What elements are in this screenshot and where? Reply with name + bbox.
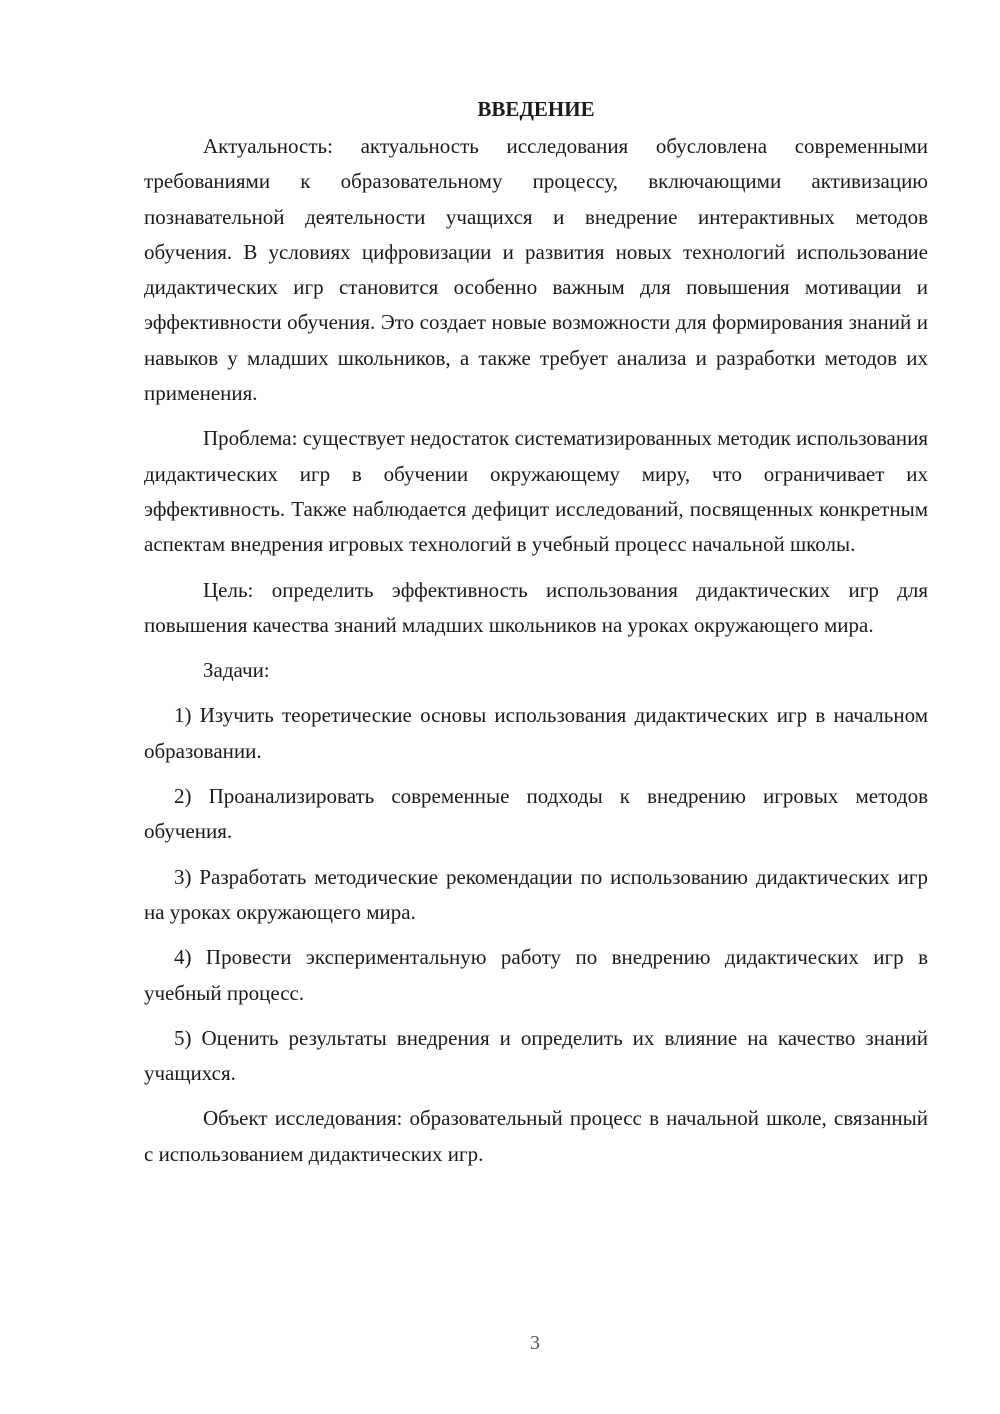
problem-paragraph: Проблема: существует недостаток систематизированных методик использования дидактических игр в обучении окружающему миру, что ограничивает их эффективность. Также наблюдается дефицит исследований, посвященных конкретным аспектам внедрения игровых технологий в учебный процесс начальной школы. xyxy=(144,426,928,557)
task-item-1: 1) Изучить теоретические основы использования дидактических игр в начальном образовании. xyxy=(144,703,928,763)
section-title: ВВЕДЕНИЕ xyxy=(477,97,595,121)
relevance-paragraph: Актуальность: актуальность исследования обусловлена современными требованиями к образовательному процессу, включающими активизацию познавательной деятельности учащихся и внедрение интерактивных методов обучения. В условиях цифровизации и развития новых технологий использование дидактических игр становится особенно важным для повышения мотивации и эффективности обучения. Это создает новые возможности для формирования знаний и навыков у младших школьников, а также требует анализа и разработки методов их применения. xyxy=(144,134,928,406)
tasks-heading: Задачи: xyxy=(203,658,270,683)
document-page xyxy=(144,92,928,1182)
task-item-4: 4) Провести экспериментальную работу по внедрению дидактических игр в учебный процесс. xyxy=(144,945,928,1005)
goal-paragraph: Цель: определить эффективность использования дидактических игр для повышения качества знаний младших школьников на уроках окружающего мира. xyxy=(144,577,928,637)
task-item-2: 2) Проанализировать современные подходы к внедрению игровых методов обучения. xyxy=(144,784,928,844)
task-item-3: 3) Разработать методические рекомендации по использованию дидактических игр на уроках окружающего мира. xyxy=(144,864,928,924)
task-item-5: 5) Оценить результаты внедрения и определить их влияние на качество знаний учащихся. xyxy=(144,1025,928,1086)
page-number: 3 xyxy=(530,1332,540,1354)
object-paragraph: Объект исследования: образовательный процесс в начальной школе, связанный с использованием дидактических игр. xyxy=(144,1106,928,1166)
